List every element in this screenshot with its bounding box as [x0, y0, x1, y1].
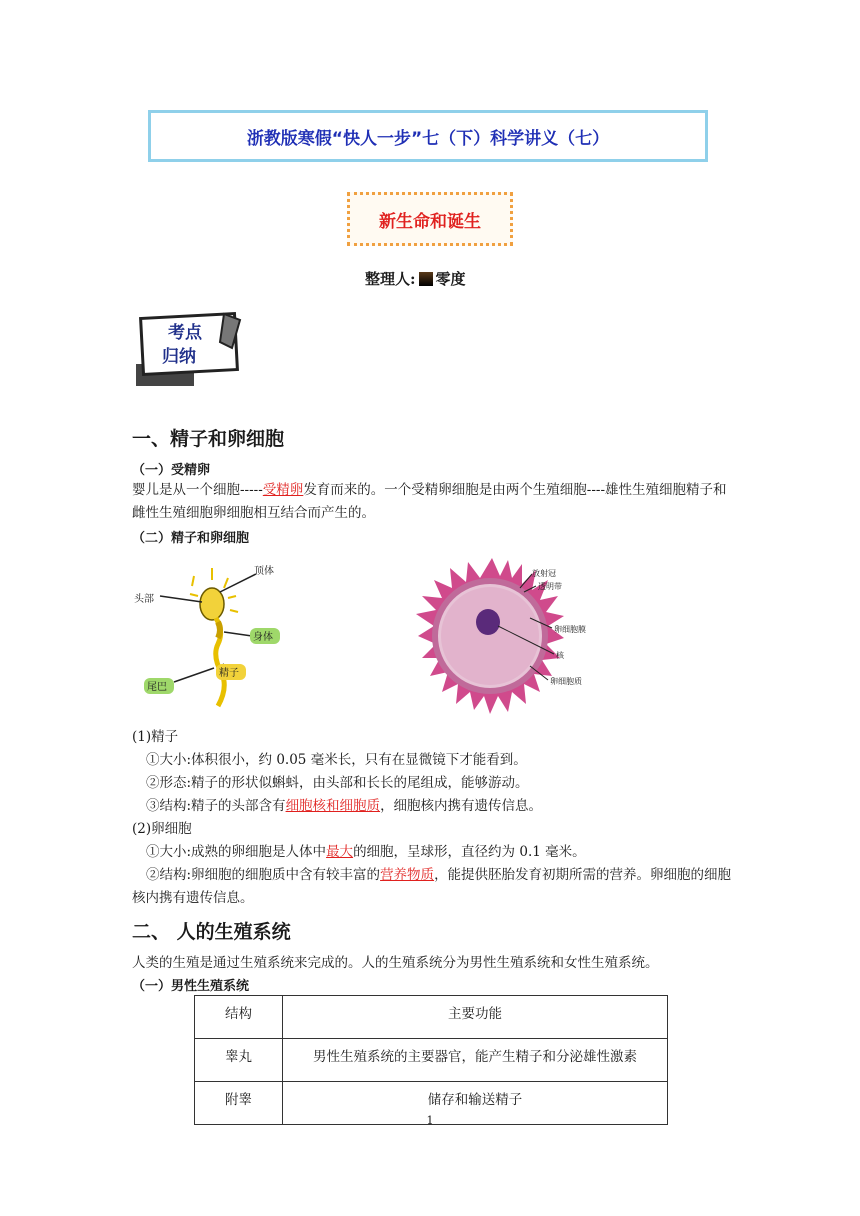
sperm-label-name: 精子 — [219, 668, 239, 679]
sperm-diagram — [132, 556, 292, 716]
p1-highlight: 受精卵 — [262, 482, 304, 498]
egg-label-corona: 放射冠 — [532, 569, 556, 578]
page-number: 1 — [426, 1114, 434, 1127]
table-header-row — [195, 996, 668, 1039]
organizer-line — [365, 268, 466, 289]
reproduction-intro: 人类的生殖是通过生殖系统来完成的。人的生殖系统分为男性生殖系统和女性生殖系统。 — [132, 955, 659, 971]
table-cell: 附睾 — [195, 1082, 283, 1125]
egg-size: ①大小:成熟的卵细胞是人体中最大的细胞，呈球形，直径约为 0.1 毫米。 — [146, 844, 586, 860]
egg-nucleus — [476, 609, 500, 635]
sperm-structure-highlight: 细胞核和细胞质 — [285, 798, 381, 814]
egg-size-highlight: 最大 — [326, 844, 354, 860]
egg-structure: ②结构:卵细胞的细胞质中含有较丰富的营养物质，能提供胚胎发育初期所需的营养。卵细胞的细胞核内携有遗传信息。 — [132, 867, 732, 906]
section2-sub1: （一）男性生殖系统 — [132, 979, 250, 994]
table-cell: 男性生殖系统的主要器官，能产生精子和分泌雄性激素 — [283, 1039, 668, 1082]
table-cell: 储存和输送精子 — [283, 1082, 668, 1125]
egg-label-membrane: 卵细胞膜 — [554, 625, 586, 634]
section2-heading: 二、 人的生殖系统 — [132, 921, 291, 943]
organizer-label: 整理人: — [365, 270, 416, 288]
sperm-label-tail: 尾巴 — [147, 682, 167, 693]
sperm-label-acrosome: 顶体 — [254, 566, 274, 577]
organizer-avatar-icon — [419, 272, 433, 286]
sperm-block — [132, 726, 732, 910]
table-cell: 睾丸 — [195, 1039, 283, 1082]
sperm-head — [200, 588, 224, 620]
sperm-label-head: 头部 — [134, 594, 154, 605]
male-system-table — [194, 995, 668, 1125]
section1-sub1: （一）受精卵 — [132, 463, 211, 478]
badge-line1: 考点 — [168, 323, 202, 343]
table-row — [195, 1039, 668, 1082]
egg-structure-highlight: 营养物质 — [380, 867, 435, 883]
egg-title: (2)卵细胞 — [132, 821, 192, 837]
section1-sub2: （二）精子和卵细胞 — [132, 531, 250, 546]
p1-text-b: 发育而来的。一个受精卵细胞是由两个生殖细胞----雄性生殖细胞精子和雌性生殖细胞卵细胞相互结合而产生的。 — [132, 482, 727, 521]
egg-cell-diagram — [408, 556, 638, 716]
sperm-size: ①大小:体积很小，约 0.05 毫米长，只有在显微镜下才能看到。 — [146, 752, 527, 768]
document-title: 浙教版寒假“快人一步”七（下）科学讲义（七） — [148, 110, 708, 162]
sperm-structure: ③结构:精子的头部含有细胞核和细胞质，细胞核内携有遗传信息。 — [146, 798, 543, 814]
egg-label-nucleus: 核 — [556, 651, 564, 660]
badge-line2: 归纳 — [162, 347, 196, 367]
sperm-label-body: 身体 — [253, 632, 273, 643]
egg-label-zona: 透明带 — [538, 582, 562, 591]
organizer-name: 零度 — [435, 270, 466, 288]
table-header-cell: 主要功能 — [283, 996, 668, 1039]
table-header-cell: 结构 — [195, 996, 283, 1039]
fertilized-egg-paragraph — [132, 479, 732, 525]
section1-heading: 一、精子和卵细胞 — [132, 428, 285, 450]
p1-text-a: 婴儿是从一个细胞----- — [132, 482, 263, 498]
sperm-title: (1)精子 — [132, 729, 179, 745]
lesson-subtitle: 新生命和诞生 — [347, 192, 513, 246]
sperm-shape: ②形态:精子的形状似蝌蚪，由头部和长长的尾组成，能够游动。 — [146, 775, 529, 791]
egg-label-cytoplasm: 卵细胞质 — [550, 677, 582, 686]
key-points-badge-icon — [132, 308, 244, 388]
